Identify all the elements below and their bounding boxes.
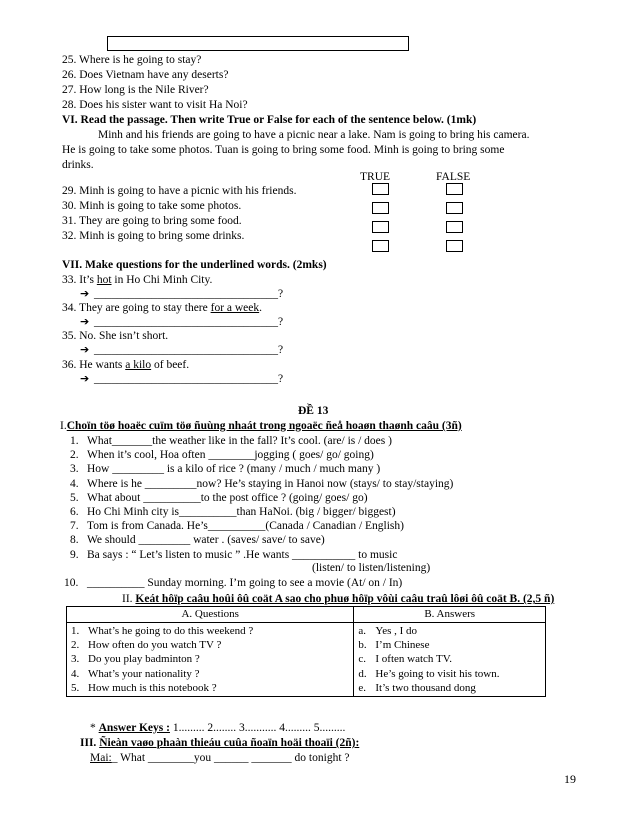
q36-prefix: 36. He wants	[62, 359, 126, 371]
arrow-right-icon: ➔	[80, 343, 90, 356]
section-I-item	[70, 548, 397, 563]
column-a-questions	[67, 623, 354, 697]
false-label: FALSE	[436, 171, 471, 183]
answer-blank: ________________________________?	[94, 316, 284, 328]
item-number: 1.	[70, 435, 79, 447]
item-text[interactable]: Ho Chi Minh city is__________than HaNoi. (big / bigger/ biggest)	[87, 506, 396, 518]
answer-box	[107, 36, 409, 51]
question-item	[71, 624, 349, 638]
arrow-right-icon: ➔	[80, 315, 90, 328]
answer-blank: ________________________________?	[94, 373, 284, 385]
item-text[interactable]: We should _________ water . (saves/ save/ to save)	[87, 534, 325, 547]
passage-line-3: drinks.	[62, 159, 94, 171]
question-35: 35. No. She isn’t short.	[62, 330, 169, 342]
passage-line-1: Minh and his friends are going to have a picnic near a lake. Nam is going to bring his camera.	[98, 129, 530, 141]
item-number: 6.	[70, 506, 79, 518]
question-number: 1.	[71, 625, 80, 637]
question-text: What’s your nationality ?	[88, 667, 200, 680]
section-I-title	[60, 419, 462, 434]
answer-letter: e.	[358, 681, 367, 694]
section-III-title	[80, 736, 359, 751]
section-I-item	[70, 477, 453, 492]
q33-suffix: in Ho Chi Minh City.	[111, 274, 213, 286]
answer-letter: d.	[358, 667, 367, 680]
q36-underlined: a kilo	[125, 359, 152, 371]
question-number: 4.	[71, 667, 80, 680]
question-28: 28. Does his sister want to visit Ha Noi?	[62, 99, 248, 111]
item-text[interactable]: What about __________to the post office ? (going/ goes/ go)	[87, 491, 368, 504]
answer-line-35[interactable]	[80, 343, 283, 358]
true-checkbox-32[interactable]	[372, 240, 389, 252]
answer-item	[358, 638, 541, 652]
question-34	[62, 301, 262, 316]
item-number: 9.	[70, 548, 79, 561]
item-number: 3.	[70, 463, 79, 476]
question-item	[71, 638, 349, 652]
arrow-right-icon: ➔	[80, 287, 90, 300]
section-I-item	[70, 448, 374, 463]
true-checkbox-31[interactable]	[372, 221, 389, 233]
section-I-item	[70, 505, 396, 520]
answer-item	[358, 681, 541, 695]
question-26: 26. Does Vietnam have any deserts?	[62, 69, 229, 81]
dialog-speaker: Mai:	[90, 752, 112, 764]
item-text[interactable]: How _________ is a kilo of rice ? (many / much / much many )	[87, 463, 381, 476]
question-33	[62, 273, 212, 288]
answer-keys-blanks[interactable]: 1......... 2........ 3........... 4......... 5.........	[169, 722, 346, 734]
answer-keys-star: *	[90, 722, 99, 734]
answer-keys-label: Answer Keys :	[98, 722, 170, 734]
false-checkbox-31[interactable]	[446, 221, 463, 233]
false-checkbox-30[interactable]	[446, 202, 463, 214]
question-text: How much is this notebook ?	[88, 681, 217, 694]
item-text[interactable]: __________ Sunday morning. I’m going to see a movie (At/ on / In)	[87, 576, 403, 589]
answer-item	[358, 667, 541, 681]
q34-underlined: for a week	[210, 302, 260, 314]
section-I-item	[70, 491, 368, 506]
arrow-right-icon: ➔	[80, 372, 90, 385]
question-30: 30. Minh is going to take some photos.	[62, 200, 242, 212]
question-31: 31. They are going to bring some food.	[62, 215, 242, 227]
section-7-title: VII. Make questions for the underlined words. (2mks)	[62, 259, 327, 271]
q34-prefix: 34. They are going to stay there	[62, 302, 211, 314]
section-II-roman: II.	[122, 593, 133, 605]
section-I-item	[70, 519, 404, 534]
section-I-heading: Choïn töø hoaëc cuïm töø ñuùng nhaát trong ngoaëc ñeå hoaøn thaønh caâu (3ñ)	[66, 420, 462, 432]
section-I-item	[70, 533, 325, 548]
answer-item	[358, 624, 541, 638]
answer-text: Yes , I do	[375, 625, 418, 637]
question-29: 29. Minh is going to have a picnic with his friends.	[62, 185, 297, 197]
q33-prefix: 33. It’s	[62, 274, 97, 286]
item-text[interactable]: When it’s cool, Hoa often ________jogging ( goes/ go/ going)	[87, 449, 374, 462]
item-text[interactable]: Ba says : “ Let’s listen to music ” .He wants ___________ to music	[87, 548, 398, 561]
item-number: 7.	[70, 520, 79, 533]
answer-text: It’s two thousand dong	[375, 681, 476, 694]
answer-keys	[90, 721, 345, 736]
section-I-item	[64, 576, 402, 591]
answer-line-33[interactable]	[80, 287, 283, 302]
answer-item	[358, 652, 541, 666]
item-text[interactable]: Tom is from Canada. He’s__________(Canada / Canadian / English)	[87, 520, 404, 533]
question-text: How often do you watch TV ?	[88, 639, 222, 652]
answer-line-34[interactable]	[80, 315, 283, 330]
item-9-options: (listen/ to listen/listening)	[312, 562, 431, 574]
question-item	[71, 681, 349, 695]
false-checkbox-29[interactable]	[446, 183, 463, 195]
question-item	[71, 667, 349, 681]
column-b-header: B. Answers	[354, 607, 546, 623]
answer-blank: ________________________________?	[94, 288, 284, 300]
item-number: 10.	[64, 576, 79, 589]
answer-letter: b.	[358, 639, 367, 652]
question-item	[71, 652, 349, 666]
answer-blank: ________________________________?	[94, 344, 284, 356]
question-25: 25. Where is he going to stay?	[62, 54, 202, 66]
answer-text: I often watch TV.	[375, 653, 452, 666]
page-number: 19	[564, 772, 576, 786]
item-text[interactable]: What_______the weather like in the fall? It’s cool. (are/ is / does )	[87, 435, 392, 447]
answer-letter: a.	[358, 625, 367, 637]
section-II-title	[122, 592, 554, 607]
q36-suffix: of beef.	[151, 359, 190, 371]
column-b-answers	[354, 623, 546, 697]
question-27: 27. How long is the Nile River?	[62, 84, 209, 96]
question-32: 32. Minh is going to bring some drinks.	[62, 230, 245, 242]
true-checkbox-29[interactable]	[372, 183, 389, 195]
answer-text: He’s going to visit his town.	[375, 667, 500, 680]
section-III-roman: III.	[80, 737, 97, 749]
answer-line-36[interactable]	[80, 372, 283, 387]
q34-suffix: .	[259, 302, 263, 314]
true-checkbox-30[interactable]	[372, 202, 389, 214]
section-I-item	[70, 434, 392, 449]
section-I-roman: I.	[60, 420, 67, 432]
answer-text: I’m Chinese	[375, 639, 430, 652]
section-6-title: VI. Read the passage. Then write True or False for each of the sentence below. (1mk)	[62, 114, 477, 126]
column-a-header: A. Questions	[67, 607, 354, 623]
dialog-line	[90, 751, 350, 766]
item-number: 2.	[70, 449, 79, 462]
question-number: 5.	[71, 681, 80, 694]
dialog-text[interactable]: _ What ________you ______ _______ do tonight ?	[111, 752, 350, 764]
item-number: 8.	[70, 534, 79, 547]
item-number: 5.	[70, 491, 79, 504]
true-label: TRUE	[360, 171, 391, 183]
item-number: 4.	[70, 477, 79, 490]
question-36	[62, 358, 189, 373]
question-text: What’s he going to do this weekend ?	[88, 625, 254, 637]
section-III-heading: Ñieàn vaøo phaàn thieáu cuûa ñoaïn hoäi thoaïi (2ñ):	[99, 737, 360, 749]
answer-letter: c.	[358, 653, 367, 666]
question-number: 2.	[71, 639, 80, 652]
question-text: Do you play badminton ?	[88, 653, 200, 666]
exam-number-heading: ĐỀ 13	[298, 405, 329, 417]
section-II-heading: Keát hôïp caâu hoûi ôû coät A sao cho phuø hôïp vôùi caâu traû lôøi ôû coät B. (2,5 ñ)	[135, 593, 555, 605]
passage-line-2: He is going to take some photos. Tuan is going to bring some food. Minh is going to bring some	[62, 144, 505, 156]
matching-table	[66, 606, 546, 697]
item-text[interactable]: Where is he _________now? He’s staying in Hanoi now (stays/ to stay/staying)	[87, 477, 454, 490]
section-I-item	[70, 462, 380, 477]
question-number: 3.	[71, 653, 80, 666]
q33-underlined: hot	[96, 274, 112, 286]
false-checkbox-32[interactable]	[446, 240, 463, 252]
